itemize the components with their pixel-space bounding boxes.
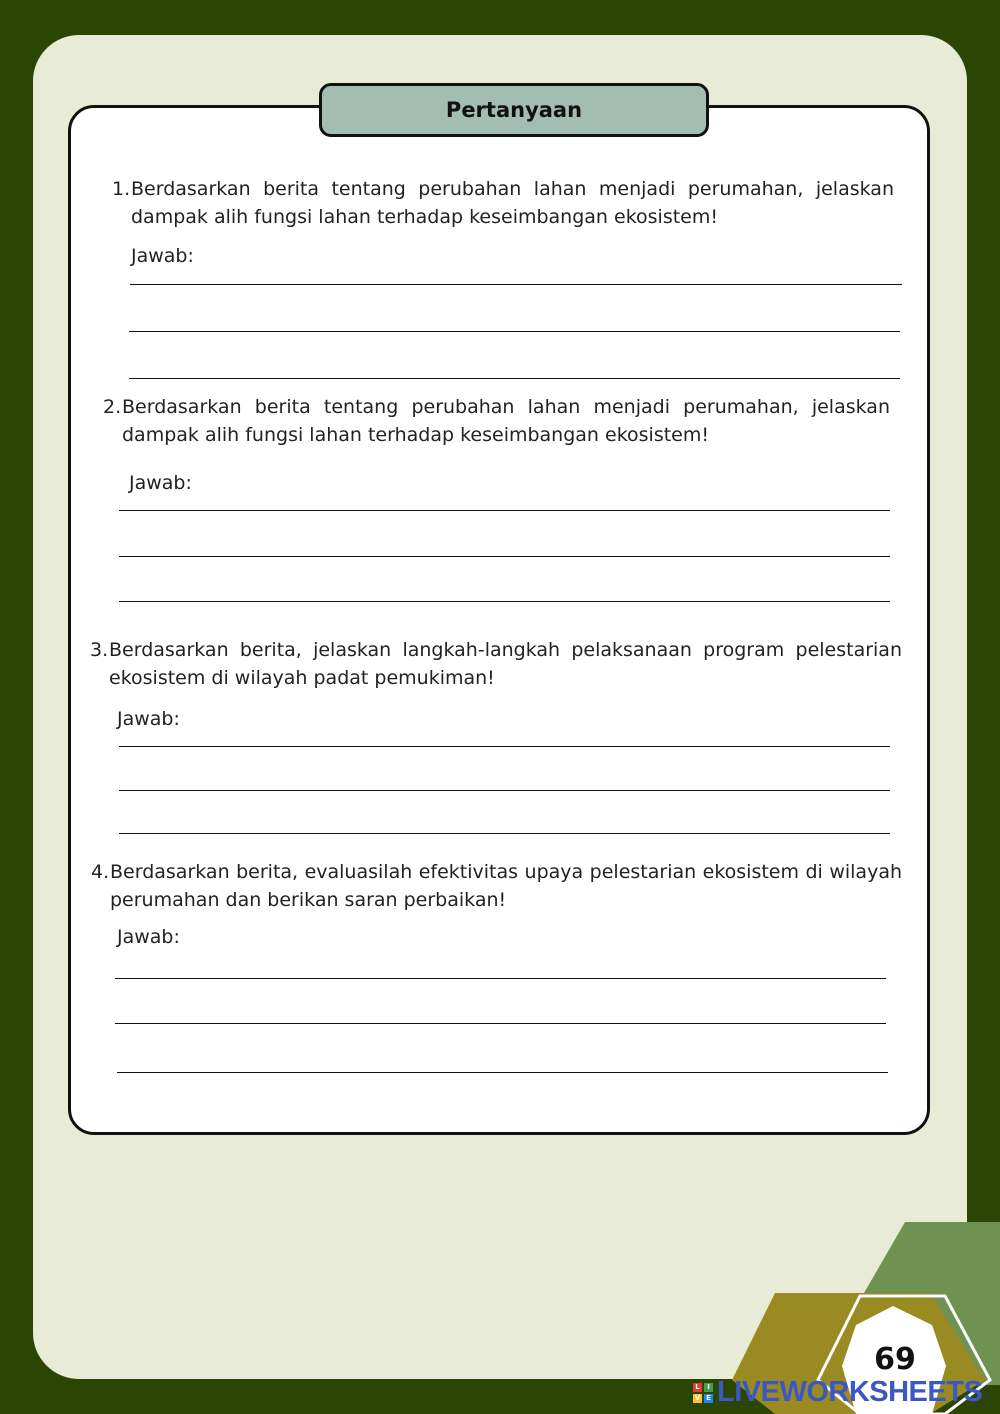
answer-line[interactable] — [117, 1072, 888, 1073]
answer-label: Jawab: — [131, 245, 194, 267]
answer-line[interactable] — [129, 378, 900, 379]
answer-line[interactable] — [119, 790, 890, 791]
question-text: Berdasarkan berita tentang perubahan lahan menjadi perumahan, jelaskan dampak alih fungsi lahan terhadap keseimbangan ekosistem! — [131, 178, 894, 228]
answer-line[interactable] — [119, 833, 890, 834]
logo-letter: L — [693, 1383, 702, 1392]
answer-line[interactable] — [115, 978, 886, 979]
answer-line[interactable] — [130, 284, 902, 285]
question-text: Berdasarkan berita, evaluasilah efektivitas upaya pelestarian ekosistem di wilayah perumahan dan berikan saran perbaikan! — [110, 861, 902, 911]
answer-line[interactable] — [119, 601, 890, 602]
question-number: 1. — [112, 178, 131, 200]
question-2 — [103, 393, 890, 449]
questions-card — [68, 105, 930, 1135]
logo-letter: I — [704, 1383, 713, 1392]
question-1 — [112, 175, 894, 231]
watermark-text: LIVEWORKSHEETS — [717, 1376, 983, 1408]
answer-line[interactable] — [129, 331, 900, 332]
liveworksheets-logo-icon — [693, 1383, 713, 1403]
answer-line[interactable] — [119, 510, 890, 511]
logo-letter: E — [704, 1394, 713, 1403]
answer-label: Jawab: — [117, 926, 180, 948]
question-3 — [90, 636, 902, 692]
answer-label: Jawab: — [129, 472, 192, 494]
question-4 — [91, 858, 902, 914]
logo-letter: V — [694, 1393, 701, 1402]
question-number: 2. — [103, 396, 122, 418]
answer-line[interactable] — [119, 746, 890, 747]
answer-label: Jawab: — [117, 708, 180, 730]
question-number: 4. — [91, 861, 110, 883]
page-title: Pertanyaan — [319, 83, 709, 137]
page-number: 69 — [874, 1342, 916, 1377]
answer-line[interactable] — [119, 556, 890, 557]
question-text: Berdasarkan berita tentang perubahan lahan menjadi perumahan, jelaskan dampak alih fungsi lahan terhadap keseimbangan ekosistem! — [122, 396, 890, 446]
answer-line[interactable] — [115, 1023, 886, 1024]
question-text: Berdasarkan berita, jelaskan langkah-langkah pelaksanaan program pelestarian ekosistem di wilayah padat pemukiman! — [109, 639, 902, 689]
question-number: 3. — [90, 639, 109, 661]
liveworksheets-watermark — [693, 1376, 982, 1409]
